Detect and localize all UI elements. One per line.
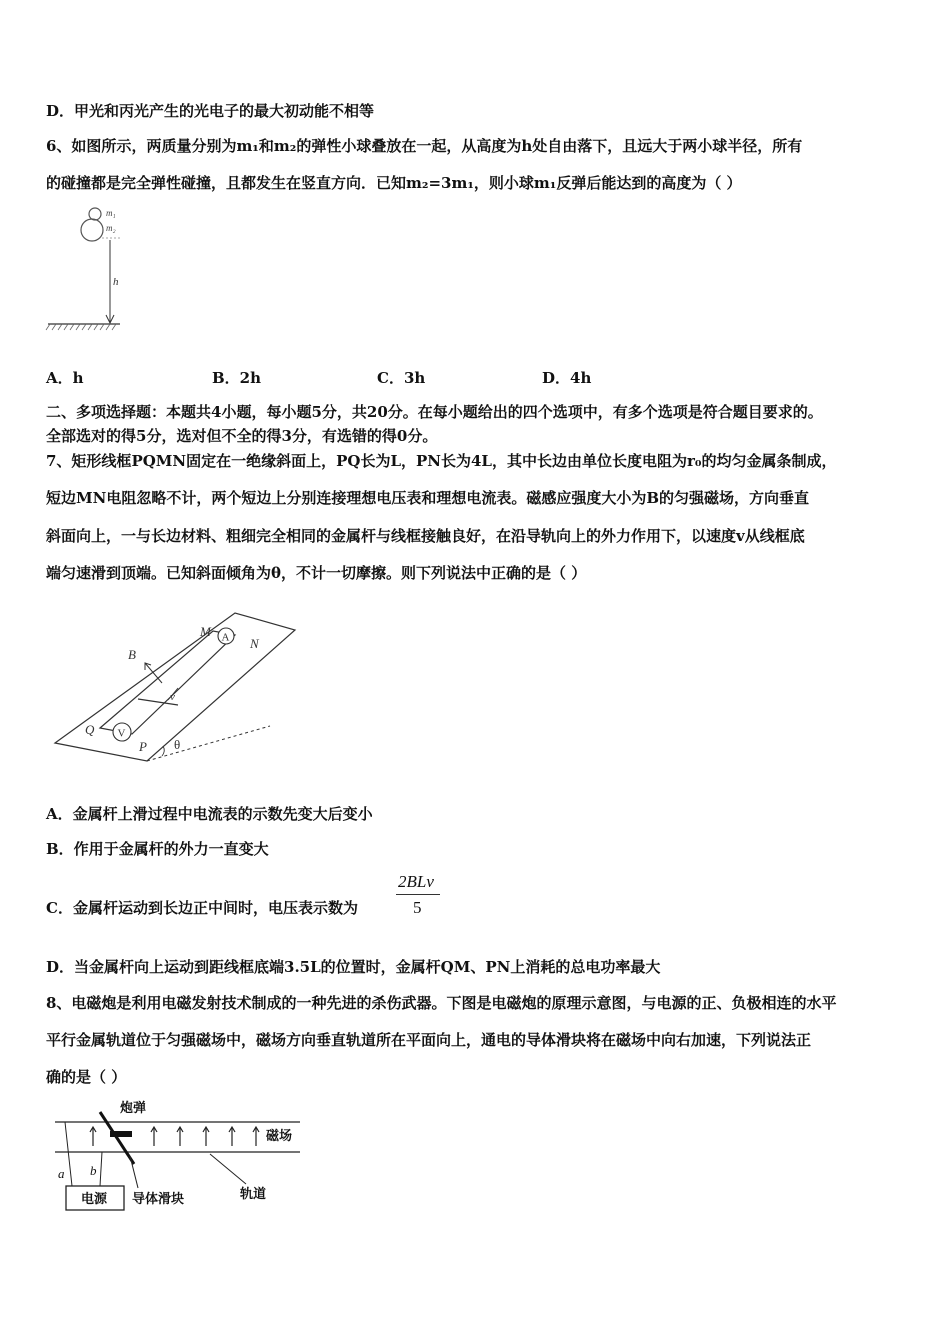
shell [110,1131,132,1137]
label-rail: 轨道 [240,1187,267,1202]
q5-option-d: D．甲光和丙光产生的光电子的最大初动能不相等 [46,102,375,120]
q7-option-b[interactable]: B．作用于金属杆的外力一直变大 [46,840,269,858]
q7-incline-frame-figure [50,608,310,778]
label-m2: m₂ [106,223,116,233]
label-N: N [250,636,259,651]
fraction-denominator: 5 [413,898,422,917]
q8-stem-line1: 8、电磁炮是利用电磁发射技术制成的一种先进的杀伤武器。下图是电磁炮的原理示意图，与电源的正、负极相连的水平 [46,994,837,1012]
q6-option-d[interactable]: D．4h [542,369,592,387]
label-a: a [58,1166,65,1181]
rail-leader [210,1154,246,1184]
q8-stem-line3: 确的是（ ） [46,1068,127,1086]
label-M: M [200,624,211,639]
label-shell: 炮弹 [120,1101,147,1116]
wire-a [65,1122,72,1186]
q6-falling-balls-figure [40,200,140,335]
fraction-bar [396,894,440,895]
base-dashed-line [147,726,270,761]
q7-stem-line2: 短边MN电阻忽略不计，两个短边上分别连接理想电压表和理想电流表。磁感应强度大小为B的匀强磁场，方向垂直 [46,489,809,507]
q7-option-d[interactable]: D．当金属杆向上运动到距线框底端3.5L的位置时，金属杆QM、PN上消耗的总电功率最大 [46,958,661,976]
ball-m1 [89,208,101,220]
label-V: V [117,727,126,740]
label-slider: 导体滑块 [132,1192,185,1207]
label-P: P [139,739,147,754]
label-field: 磁场 [266,1129,293,1144]
ball-m2 [81,219,103,241]
frame-pqmn [100,631,235,734]
label-h: h [113,276,119,288]
label-power: 电源 [81,1192,108,1207]
label-B: B [128,647,136,662]
label-A: A [221,631,230,644]
q8-stem-line2: 平行金属轨道位于匀强磁场中，磁场方向垂直轨道所在平面向上，通电的导体滑块将在磁场中向右加速，下列说法正 [46,1031,812,1049]
q8-railgun-figure [50,1098,310,1218]
fraction-numerator: 2BLv [398,872,434,891]
label-b: b [90,1163,97,1178]
q6-option-c[interactable]: C．3h [377,369,426,387]
section2-line1: 二、多项选择题：本题共4小题，每小题5分，共20分。在每小题给出的四个选项中，有多个选项是符合题目要求的。 [46,403,823,421]
q7-stem-line4: 端匀速滑到顶端。已知斜面倾角为θ，不计一切摩擦。则下列说法中正确的是（ ） [46,564,587,582]
q7-option-a[interactable]: A．金属杆上滑过程中电流表的示数先变大后变小 [46,805,373,823]
label-theta: θ [174,737,181,752]
conductor-slider [100,1112,134,1164]
q7-option-c[interactable]: C．金属杆运动到长边正中间时，电压表示数为 [46,899,358,917]
label-v: v [170,691,175,703]
q6-option-b[interactable]: B．2h [212,369,262,387]
slider-leader [130,1156,138,1188]
wire-b [100,1152,102,1186]
q7-stem-line1: 7、矩形线框PQMN固定在一绝缘斜面上，PQ长为L，PN长为4L，其中长边由单位长度电阻为r₀的均匀金属条制成， [46,452,837,470]
label-m1: m₁ [106,208,116,218]
b-arrow [145,663,162,683]
q6-stem-line2: 的碰撞都是完全弹性碰撞，且都发生在竖直方向．已知m₂=3m₁，则小球m₁反弹后能达到的高度为（ ） [46,174,742,192]
q7-stem-line3: 斜面向上，一与长边材料、粗细完全相同的金属杆与线框接触良好，在沿导轨向上的外力作用下，以速度v从线框底 [46,527,805,545]
q6-option-a[interactable]: A．h [46,369,84,387]
q6-stem-line1: 6、如图所示，两质量分别为m₁和m₂的弹性小球叠放在一起，从高度为h处自由落下，且远大于两小球半径，所有 [46,137,803,155]
section2-line2: 全部选对的得5分，选对但不全的得3分，有选错的得0分。 [46,427,438,445]
label-Q: Q [85,722,95,737]
